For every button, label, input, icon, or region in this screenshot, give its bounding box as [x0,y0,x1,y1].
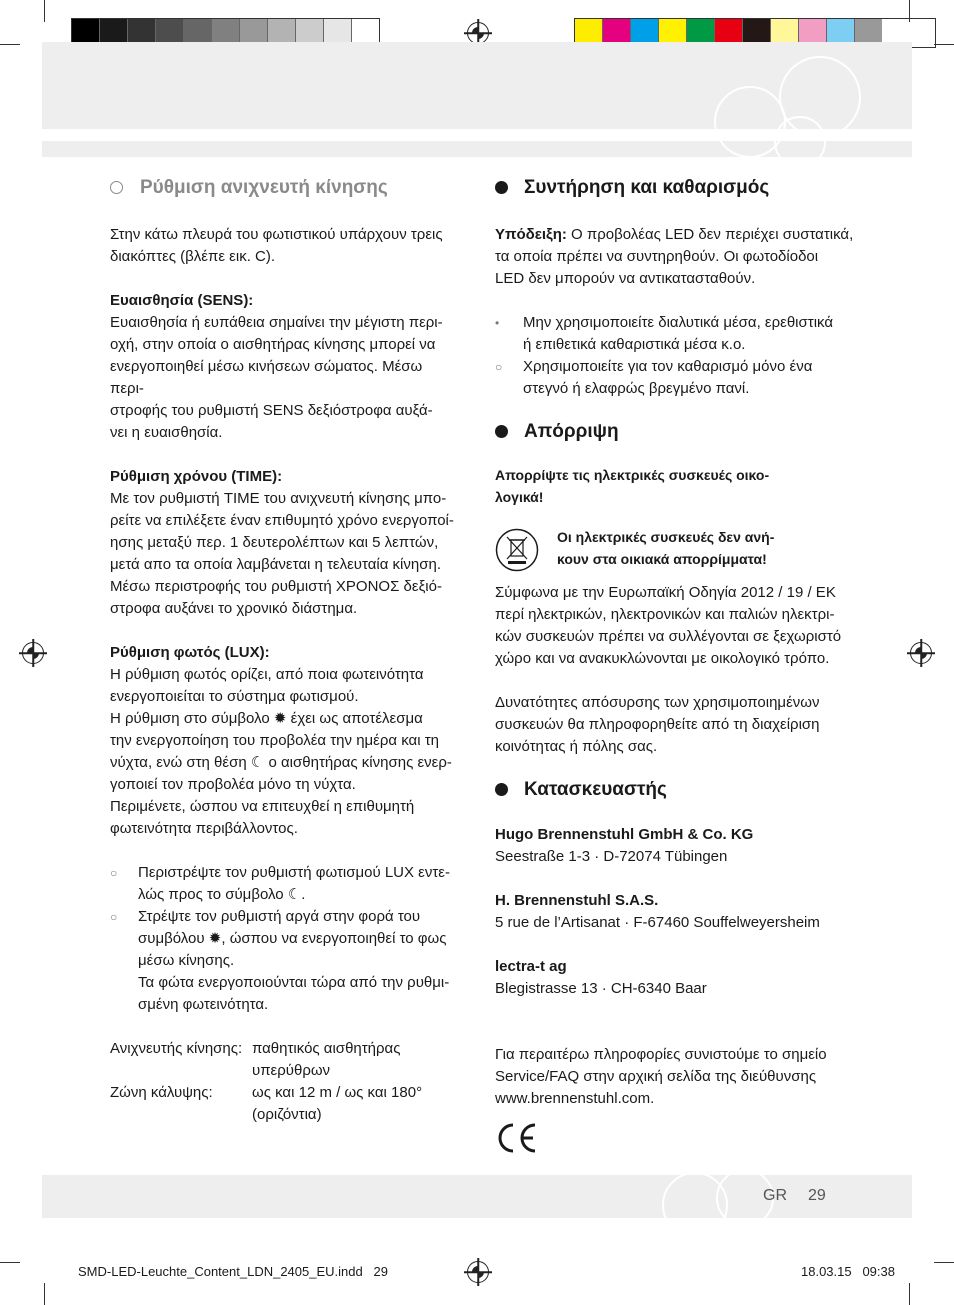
lux-paragraph: Ρύθμιση φωτός (LUX): Η ρύθμιση φωτός ορίζει, από ποια φωτεινότητα ενεργοποιείται το σύστημα φωτισμού. Η ρύθμιση στο σύμβολο ✹ έχει ως αποτέλεσμα την ενεργοποίηση του προβολέα την ημέρα και τη νύχτα, ενώ στη θέση ☾ ο αισθητήρας κίνησης ενερ- γοποιεί τον προβολέα μόνο τη νύχτα. Περιμένετε, ώσπου να επιτευχθεί η επιθυμητή φωτεινότητα περιβάλλοντος. [110,644,452,837]
crop-mark [909,1283,910,1305]
intro-paragraph: Στην κάτω πλευρά του φωτιστικού υπάρχουν τρεις διακόπτες (βλέπε εικ. C). [110,226,443,265]
sun-icon: ✹ [273,710,287,727]
list-item: ○ Στρέψτε τον ρυθμιστή αργά στην φορά του συμβόλου ✹, ώσπου να ενεργοποιηθεί το φως μέσω κίνησης. Τα φώτα ενεργοποιούνται τώρα από την ρυθμι- σμένη φωτεινότητα. [110,908,450,1013]
crop-mark [934,1262,954,1263]
registration-mark-icon [467,1261,489,1283]
right-column [495,176,855,1154]
lux-steps-list [110,862,460,1016]
left-column [110,176,460,1126]
decorative-circles [700,42,912,157]
moon-icon: ☾ [250,754,265,771]
page-number: 29 [808,1187,826,1204]
sun-icon: ✹ [208,930,222,947]
directive-paragraph: Σύμφωνα με την Ευρωπαϊκή Οδηγία 2012 / 19 / EK περί ηλεκτρικών, ηλεκτρονικών και παλιών ηλεκτρι- κών συσκευών πρέπει να συλλέγονται σε ξεχωριστό χώρο και να ανακυκλώνονται με οικολογικό τρόπο. [495,584,842,667]
note-paragraph: Υπόδειξη: Ο προβολέας LED δεν περιέχει συστατικά, τα οποία πρέπει να συντηρηθούν. Οι φωτοδίοδοι LED δεν μπορούν να αντικατασταθούν. [495,226,854,287]
list-item: ○ Περιστρέψτε τον ρυθμιστή φωτισμού LUX εντε- λώς προς το σύμβολο ☾. [110,864,450,903]
section-heading-maintenance: Συντήρηση και καθαρισμός [495,176,855,200]
crop-mark [0,1262,20,1263]
crop-mark [44,0,45,22]
registration-mark-icon [22,642,44,664]
manufacturer-2: H. Brennenstuhl S.A.S. 5 rue de l’Artisanat · F-67460 Souffelweyersheim [495,892,820,931]
info-paragraph: Για περαιτέρω πληροφορίες συνιστούμε το σημείο Service/FAQ στην αρχική σελίδα της διεύθυνσης www.brennenstuhl.com. [495,1046,827,1107]
page-language: GR [763,1187,787,1204]
weee-bin-icon [495,528,539,572]
crop-mark [44,1283,45,1305]
section-heading-motion-sensor: Ρύθμιση ανιχνευτή κίνησης [110,176,460,200]
decorative-circles [640,1160,780,1218]
crop-mark [934,44,954,45]
circle-bullet-icon [110,181,123,194]
disposal-warning: Απορρίψτε τις ηλεκτρικές συσκευές οικο- λογικά! [495,467,770,505]
ce-mark-icon [495,1122,539,1154]
moon-icon: ☾ [287,886,302,903]
circle-bullet-icon: ○ [110,866,118,880]
spec-row: Ζώνη κάλυψης: ως και 12 m / ως και 180° (οριζόντια) [110,1084,423,1123]
crop-mark [909,0,910,22]
filled-bullet-icon [495,425,508,438]
sens-paragraph: Ευαισθησία (SENS): Ευαισθησία ή ευπάθεια σημαίνει την μέγιστη περι- οχή, στην οποία ο αισθητήρας κίνησης μπορεί να ενεργοποιηθεί μέσω κινήσεων σώματος. Μέσω περι- στροφής του ρυθμιστή SENS δεξιόστροφα αυξά- νει η ευαισθησία. [110,292,443,441]
registration-mark-icon [467,22,489,44]
print-file-name: SMD-LED-Leuchte_Content_LDN_2405_EU.indd 29 [78,1264,389,1279]
registration-mark-icon [910,642,932,664]
filled-bullet-icon [495,181,508,194]
crop-mark [0,44,20,45]
manufacturer-3: lectra-t ag Blegistrasse 13 · CH-6340 Baar [495,958,707,997]
print-date: 18.03.15 09:38 [801,1264,895,1279]
section-heading-disposal: Απόρριψη [495,420,855,444]
filled-bullet-icon [495,783,508,796]
return-paragraph: Δυνατότητες απόσυρσης των χρησιμοποιημένων συσκευών θα πληροφορηθείτε από τη διαχείριση κοινότητας ή πόλης σας. [495,694,820,755]
list-item: • Μην χρησιμοποιείτε διαλυτικά μέσα, ερεθιστικά ή επιθετικά καθαριστικά μέσα κ.ο. [495,314,834,353]
manufacturer-1: Hugo Brennenstuhl GmbH & Co. KG Seestraße 1-3 · D-72074 Tübingen [495,826,754,865]
maintenance-list [495,312,855,400]
dot-bullet-icon: • [495,316,500,330]
spec-table [110,1038,460,1126]
circle-bullet-icon: ○ [110,910,118,924]
list-item: ○ Χρησιμοποιείτε για τον καθαρισμό μόνο ένα στεγνό ή ελαφρώς βρεγμένο πανί. [495,358,813,397]
spec-row: Ανιχνευτής κίνησης: παθητικός αισθητήρας υπερύθρων [110,1040,401,1079]
section-heading-manufacturer: Κατασκευαστής [495,778,855,802]
time-paragraph: Ρύθμιση χρόνου (TIME): Με τον ρυθμιστή TIME του ανιχνευτή κίνησης μπο- ρείτε να επιλέξετε έναν επιθυμητό χρόνο ενεργοποί- ησης μεταξύ περ. 1 δευτερολέπτων και 5 λεπτών, μετά απο τα οποία λαμβάνεται η τελευταία κίνηση. Μέσω περιστροφής του ρυθμιστή ΧΡΟΝΟΣ δεξιό- στροφα αυξάνει το χρονικό διάστημα. [110,468,454,617]
circle-bullet-icon: ○ [495,360,503,374]
weee-block: Οι ηλεκτρικές συσκευές δεν ανή- κουν στα οικιακά απορρίμματα! [495,526,855,572]
